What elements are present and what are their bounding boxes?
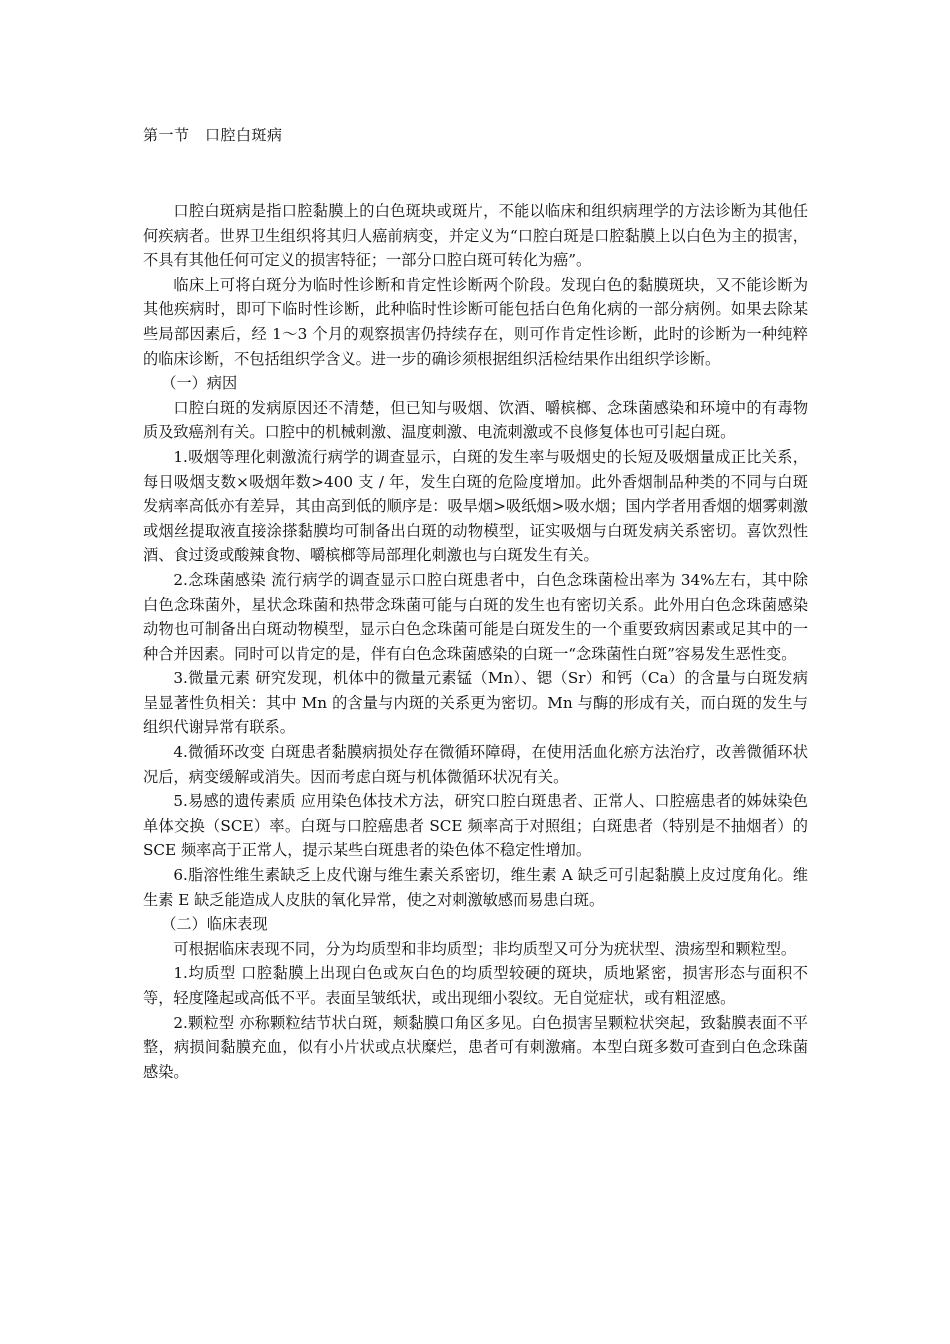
paragraph-diagnosis-stages: 临床上可将白斑分为临时性诊断和肯定性诊断两个阶段。发现白色的黏膜斑块，又不能诊断为其他疾病时，即可下临时性诊断，此种临时性诊断可能包括白色角化病的一部分病例。如果去除某些局部因素后，经 1～3 个月的观察损害仍持续存在，则可作肯定性诊断，此时的诊断为一种纯粹的临床诊断，不包括组织学含义。进一步的确诊须根据组织活检结果作出组织学诊断。: [143, 275, 808, 368]
paragraph-clinical-intro: 可根据临床表现不同，分为均质型和非均质型；非均质型又可分为疣状型、溃疡型和颗粒型。: [173, 939, 797, 958]
document-body: [143, 199, 808, 1084]
paragraph-smoking: 1.吸烟等理化刺激流行病学的调查显示，白斑的发生率与吸烟史的长短及吸烟量成正比关系，每日吸烟支数×吸烟年数>400 支 / 年，发生白斑的危险度增加。此外香烟制品种类的不同与白斑发病率高低亦有差异，其由高到低的顺序是：吸旱烟>吸纸烟>吸水烟；国内学者用香烟的烟雾刺激或烟丝提取液直接涂搽黏膜均可制备出白斑的动物模型，证实吸烟与白斑发病关系密切。喜饮烈性酒、食过烫或酸辣食物、嚼槟榔等局部理化刺激也与白斑发生有关。: [143, 447, 808, 565]
paragraph-homogeneous-type: 1.均质型 口腔黏膜上出现白色或灰白色的均质型较硬的斑块，质地紧密，损害形态与面积不等，轻度隆起或高低不平。表面呈皱纸状，或出现细小裂纹。无自觉症状，或有粗涩感。: [143, 964, 808, 1007]
subheading-clinical: （二）临床表现: [161, 915, 268, 934]
paragraph-vitamins: 6.脂溶性维生素缺乏上皮代谢与维生素关系密切，维生素 A 缺乏可引起黏膜上皮过度角化。维生素 E 缺乏能造成人皮肤的氧化异常，使之对刺激敏感而易患白斑。: [143, 866, 808, 909]
paragraph-granular-type: 2.颗粒型 亦称颗粒结节状白斑，颊黏膜口角区多见。白色损害呈颗粒状突起，致黏膜表面不平整，病损间黏膜充血，似有小片状或点状糜烂，患者可有刺激痛。本型白斑多数可查到白色念珠菌感染。: [143, 1013, 808, 1081]
paragraph-definition: 口腔白斑病是指口腔黏膜上的白色斑块或斑片，不能以临床和组织病理学的方法诊断为其他任何疾病者。世界卫生组织将其归人癌前病变，并定义为“口腔白斑是口腔黏膜上以白色为主的损害，不具有其他任何可定义的损害特征；一部分口腔白斑可转化为癌”。: [143, 202, 808, 270]
paragraph-trace-elements: 3.微量元素 研究发现，机体中的微量元素锰（Mn）、锶（Sr）和钙（Ca）的含量与白斑发病呈显著性负相关：其中 Mn 的含量与内斑的关系更为密切。Mn 与酶的形成有关，而白斑的发生与组织代谢异常有联系。: [143, 669, 808, 737]
subheading-etiology: （一）病因: [161, 374, 238, 393]
paragraph-candida: 2.念珠菌感染 流行病学的调查显示口腔白斑患者中，白色念珠菌检出率为 34%左右，其中除白色念珠菌外，星状念珠菌和热带念珠菌可能与白斑的发生也有密切关系。此外用白色念珠菌感染动物也可制备出白斑动物模型，显示白色念珠菌可能是白斑发生的一个重要致病因素或足其中的一种合并因素。同时可以肯定的是，伴有白色念珠菌感染的白斑一“念珠菌性白斑”容易发生恶性变。: [143, 570, 808, 663]
paragraph-genetics: 5.易感的遗传素质 应用染色体技术方法，研究口腔白斑患者、正常人、口腔癌患者的姊妹染色单体交换（SCE）率。白斑与口腔癌患者 SCE 频率高于对照组；白斑患者（特别是不抽烟者）的 SCE 频率高于正常人，提示某些白斑患者的染色体不稳定性增加。: [143, 792, 808, 860]
paragraph-microcirculation: 4.微循环改变 白斑患者黏膜病损处存在微循环障碍，在使用活血化瘀方法治疗，改善微循环状况后，病变缓解或消失。因而考虑白斑与机体微循环状况有关。: [143, 743, 808, 786]
section-title: 第一节 口腔白斑病: [143, 126, 283, 144]
paragraph-etiology-intro: 口腔白斑的发病原因还不清楚，但已知与吸烟、饮酒、嚼槟榔、念珠菌感染和环境中的有毒物质及致癌剂有关。口腔中的机械刺激、温度刺激、电流刺激或不良修复体也可引起白斑。: [143, 398, 808, 442]
